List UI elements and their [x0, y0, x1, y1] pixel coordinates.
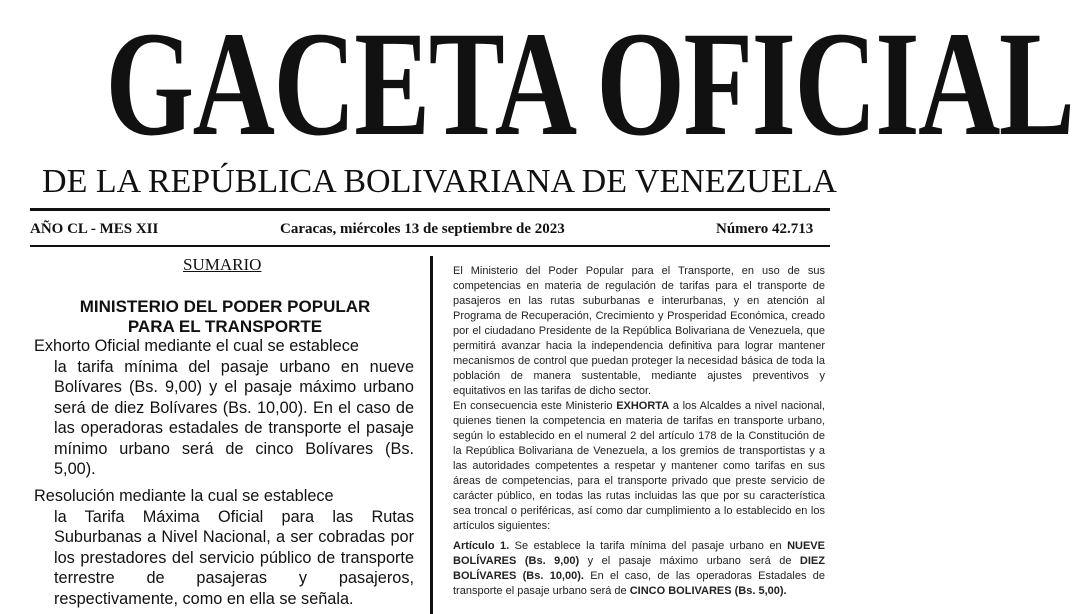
masthead-title: GACETA OFICIAL — [105, 1, 1073, 167]
body-column — [453, 264, 825, 534]
article-text-3: En el caso, de las operadoras Estadales de transporte el pasaje urbano será de — [453, 570, 825, 597]
article-bold-3: CINCO BOLIVARES (Bs. 5,00). — [629, 585, 787, 597]
article-text-2: y el pasaje máximo urbano será de — [587, 555, 792, 567]
entry-body: la Tarifa Máxima Oficial para las Rutas Suburbanas a Nivel Nacional, a ser cobradas por los prestadores del servicio público de transporte terrestre de pasajeras y pasajeros, respectivamente, como en ella se señala. — [54, 507, 414, 608]
info-divider — [30, 245, 830, 247]
year-month-label: AÑO CL - MES XII — [30, 221, 159, 237]
article-bold-2: DIEZ BOLÍVARES (Bs. 10,00). — [453, 555, 825, 582]
ministry-heading — [40, 297, 410, 337]
body-paragraph-1: El Ministerio del Poder Popular para el Transporte, en uso de sus competencias en materia de regulación de tarifas para el transporte de pasajeros en las rutas suburbanas e interurbanas, y en atención al Programa de Recuperación, Crecimiento y Prosperidad Económica, creado por el ciudadano Presidente de la República Bolivariana de Venezuela, que permitirá avanzar hacia la independencia definitiva para lograr mantener mecanismos de control que puedan proteger la necesidad básica de toda la población de manera sustentable, mediante ajustes preventivos y equitativos en las tarifas de dicho sector. — [453, 265, 825, 397]
ministry-line-2: PARA EL TRANSPORTE — [127, 317, 323, 336]
body-paragraph-2 — [453, 399, 825, 534]
exhorta-bold: EXHORTA — [616, 400, 670, 412]
article-bold-1: NUEVE BOLÍVARES (Bs. 9,00) — [453, 540, 825, 567]
article-text-1: Se establece la tarifa mínima del pasaje urbano en — [514, 540, 782, 552]
para2-text-b: a los Alcaldes a nivel nacional, quienes tienen la competencia en materia de tarifas en transporte urbano, según lo establecido en el numeral 2 del artículo 178 de la Constitución de la República Bolivariana de Venezuela, a los gremios de transportistas y a las autoridades competentes a respetar y mantener como tarifas en sus áreas de competencias, para el transporte privado que preste servicio de carácter público, en todas las rutas incluidas las que por su característica sea troncal o periféricas, así como dar cumplimiento a lo establecido en los artículos siguientes: — [453, 400, 825, 532]
issue-date: Caracas, miércoles 13 de septiembre de 2023 — [280, 221, 565, 237]
summary-entry-exhorto — [34, 336, 414, 480]
entry-first-line: Resolución mediante la cual se establece — [34, 487, 334, 505]
issue-number: Número 42.713 — [716, 221, 814, 237]
summary-entry-resolucion — [34, 486, 414, 609]
entry-first-line: Exhorto Oficial mediante el cual se establece — [34, 337, 359, 355]
ministry-line-1: MINISTERIO DEL PODER POPULAR — [79, 297, 371, 316]
entry-body: la tarifa mínima del pasaje urbano en nueve Bolívares (Bs. 9,00) y el pasaje máximo urbano será de diez Bolívares (Bs. 10,00). En el caso de las operadoras estadales de transporte el pasaje mínimo urbano será de cinco Bolívares (Bs. 5,00). — [54, 357, 414, 478]
para2-text-a: En consecuencia este Ministerio — [453, 400, 613, 412]
column-divider — [430, 256, 433, 614]
masthead-subtitle: DE LA REPÚBLICA BOLIVARIANA DE VENEZUELA — [42, 163, 837, 200]
article-label: Artículo 1. — [453, 540, 510, 552]
article-1 — [453, 539, 825, 599]
summary-heading: SUMARIO — [183, 255, 262, 274]
top-divider — [30, 208, 830, 211]
